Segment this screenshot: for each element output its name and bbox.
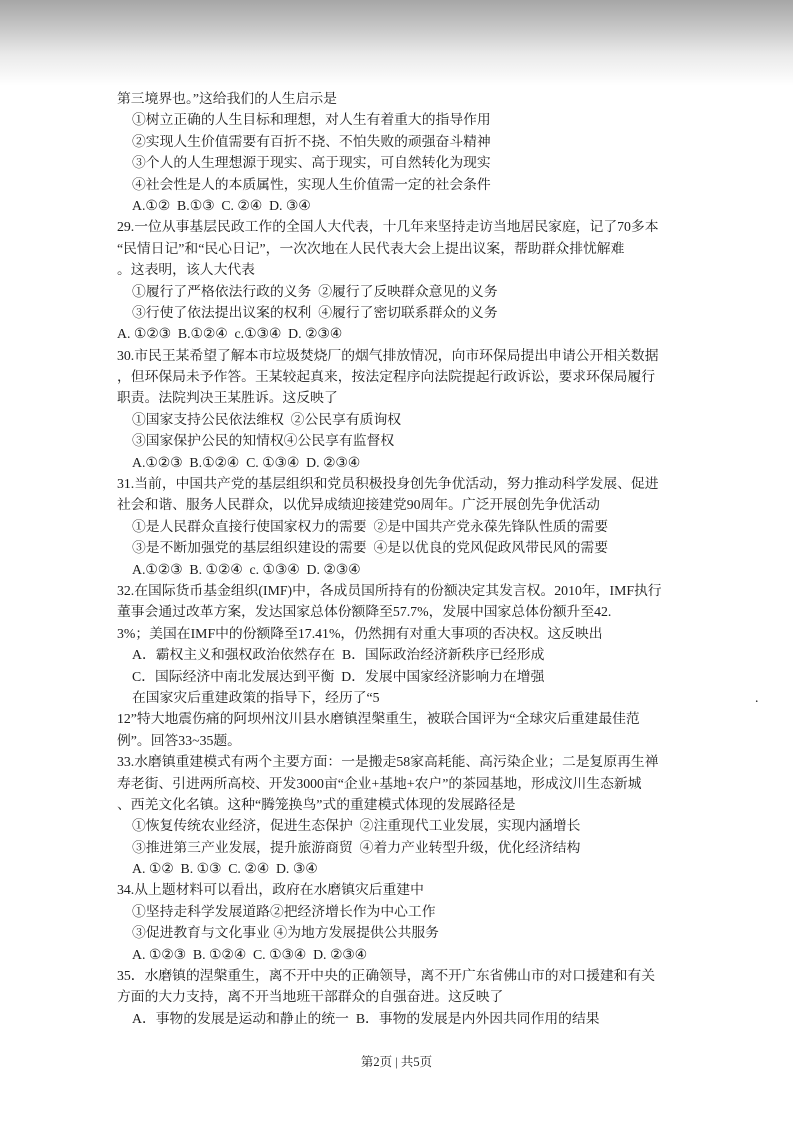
text-line: [117, 986, 717, 1007]
text-line: [117, 109, 717, 130]
text-line: [117, 216, 717, 237]
text-line-content: ①坚持走科学发展道路②把经济增长作为中心工作: [132, 903, 436, 919]
text-line: [117, 152, 717, 173]
text-line-content: A．事物的发展是运动和静止的统一 B．事物的发展是内外因共同作用的结果: [132, 1010, 600, 1026]
text-line-content: A. ①②③ B.①②④ c.①③④ D. ②③④: [117, 326, 343, 342]
text-line-content: 34.从上题材料可以看出，政府在水磨镇灾后重建中: [117, 882, 424, 898]
text-line-content: ①履行了严格依法行政的义务 ②履行了反映群众意见的义务: [132, 283, 498, 299]
text-line: [117, 644, 717, 665]
text-line: [117, 345, 717, 366]
text-line-content: 社会和谐、服务人民群众，以优异成绩迎接建党90周年。广泛开展创先争优活动: [117, 497, 600, 513]
text-line: [117, 708, 717, 729]
text-line: [117, 580, 717, 601]
text-line-content: 33.水磨镇重建模式有两个主要方面：一是搬走58家高耗能、高污染企业；二是复原再生禅: [117, 754, 659, 770]
text-line: [117, 281, 717, 302]
text-line-content: 。这表明，该人大代表: [117, 262, 255, 278]
text-line: [117, 430, 717, 451]
text-line: [117, 88, 717, 109]
text-line: [117, 537, 717, 558]
text-line-content: 董事会通过改革方案，发达国家总体份额降至57.7%，发展中国家总体份额升至42.: [117, 604, 612, 620]
text-line-content: ④社会性是人的本质属性，实现人生价值需一定的社会条件: [132, 176, 491, 192]
text-line: [117, 837, 717, 858]
text-line: [117, 516, 717, 537]
text-line: [117, 901, 717, 922]
text-line: [117, 259, 717, 280]
text-line-content: ③行使了依法提出议案的权利 ④履行了密切联系群众的义务: [132, 304, 498, 320]
text-line: [117, 302, 717, 323]
text-line: [117, 687, 759, 708]
text-line: [117, 559, 717, 580]
text-line: [117, 409, 717, 430]
text-line: [117, 879, 717, 900]
text-line-content: A. ①②③ B. ①②④ C. ①③④ D. ②③④: [132, 946, 368, 962]
text-line: [117, 773, 717, 794]
stray-mark: .: [755, 689, 759, 705]
text-line-content: ①树立正确的人生目标和理想，对人生有着重大的指导作用: [132, 112, 491, 128]
text-line: [117, 751, 717, 772]
text-line-content: 29.一位从事基层民政工作的全国人大代表，十几年来坚持走访当地居民家庭，记了70多本: [117, 219, 659, 235]
text-line: [117, 730, 717, 751]
page-footer: 第2页 | 共5页: [360, 1055, 433, 1069]
text-line: [117, 1008, 717, 1029]
text-line: [117, 387, 717, 408]
text-line-content: ③国家保护公民的知情权④公民享有监督权: [132, 433, 395, 449]
text-line-content: “民情日记”和“民心日记”，一次次地在人民代表大会上提出议案，帮助群众排忧解难: [117, 240, 625, 256]
text-line: [117, 452, 717, 473]
scan-shadow: [0, 0, 793, 90]
text-line-content: A．霸权主义和强权政治依然存在 B．国际政治经济新秩序已经形成: [132, 647, 545, 663]
text-line-content: ③是不断加强党的基层组织建设的需要 ④是以优良的党风促政风带民风的需要: [132, 540, 608, 556]
text-line-content: 方面的大力支持，离不开当地班干部群众的自强奋进。这反映了: [117, 989, 504, 1005]
text-line: [117, 666, 717, 687]
exam-body: [117, 88, 759, 1029]
text-line: [117, 794, 717, 815]
text-line-content: ①是人民群众直接行使国家权力的需要 ②是中国共产党永葆先锋队性质的需要: [132, 518, 608, 534]
text-line-content: 12”特大地震伤痛的阿坝州汶川县水磨镇涅槃重生，被联合国评为“全球灾后重建最佳范: [117, 711, 640, 727]
text-line-content: ，但环保局未予作答。王某较起真来，按法定程序向法院提起行政诉讼，要求环保局履行: [117, 369, 656, 385]
text-line-content: 职责。法院判决王某胜诉。这反映了: [117, 390, 338, 406]
text-line: [117, 601, 717, 622]
text-line: [117, 944, 717, 965]
text-line: [117, 174, 717, 195]
text-line: [117, 623, 717, 644]
text-line-content: 例”。回答33~35题。: [117, 732, 241, 748]
text-line-content: 3%；美国在IMF中的份额降至17.41%，仍然拥有对重大事项的否决权。这反映出: [117, 625, 603, 641]
text-line: [117, 195, 717, 216]
text-line: [117, 131, 717, 152]
text-line: [117, 366, 717, 387]
text-line-content: A.①②③ B. ①②④ c. ①③④ D. ②③④: [132, 561, 361, 577]
text-line-content: 30.市民王某希望了解本市垃圾焚烧厂的烟气排放情况，向市环保局提出申请公开相关数据: [117, 347, 659, 363]
text-line: [117, 815, 717, 836]
text-line-content: A.①②③ B.①②④ C. ①③④ D. ②③④: [132, 454, 361, 470]
text-line: [117, 922, 717, 943]
text-line-content: ③促进教育与文化事业 ④为地方发展提供公共服务: [132, 925, 439, 941]
text-line-content: 31.当前，中国共产党的基层组织和党员积极投身创先争优活动，努力推动科学发展、促进: [117, 476, 659, 492]
text-line: [117, 494, 717, 515]
text-line-content: ①恢复传统农业经济，促进生态保护 ②注重现代工业发展，实现内涵增长: [132, 818, 581, 834]
text-line-content: ①国家支持公民依法维权 ②公民享有质询权: [132, 411, 402, 427]
text-line-content: ②实现人生价值需要有百折不挠、不怕失败的顽强奋斗精神: [132, 133, 491, 149]
text-line-content: 在国家灾后重建政策的指导下，经历了“5: [132, 689, 380, 705]
text-line-content: A. ①② B. ①③ C. ②④ D. ③④: [132, 861, 318, 877]
text-line-content: 32.在国际货币基金组织(IMF)中，各成员国所持有的份额决定其发言权。2010年，IMF执行: [117, 582, 662, 598]
text-line-content: 第三境界也。”这给我们的人生启示是: [117, 91, 337, 106]
text-line-content: ③个人的人生理想源于现实、高于现实，可自然转化为现实: [132, 155, 491, 171]
text-line-content: A.①② B.①③ C. ②④ D. ③④: [132, 197, 311, 213]
text-line-content: 35．水磨镇的涅槃重生，离不开中央的正确领导，离不开广东省佛山市的对口援建和有关: [117, 968, 656, 984]
text-line: [117, 965, 717, 986]
text-line-content: 寿老街、引进两所高校、开发3000亩“企业+基地+农户”的茶园基地，形成汶川生态新城: [117, 775, 642, 791]
text-line-content: 、西羌文化名镇。这种“腾笼换鸟”式的重建模式体现的发展路径是: [117, 796, 516, 812]
text-line-content: C．国际经济中南北发展达到平衡 D．发展中国家经济影响力在增强: [132, 668, 545, 684]
text-line: [117, 473, 717, 494]
text-line-content: ③推进第三产业发展，提升旅游商贸 ④着力产业转型升级，优化经济结构: [132, 839, 581, 855]
text-line: [117, 323, 717, 344]
text-line: [117, 858, 717, 879]
text-line: [117, 238, 717, 259]
